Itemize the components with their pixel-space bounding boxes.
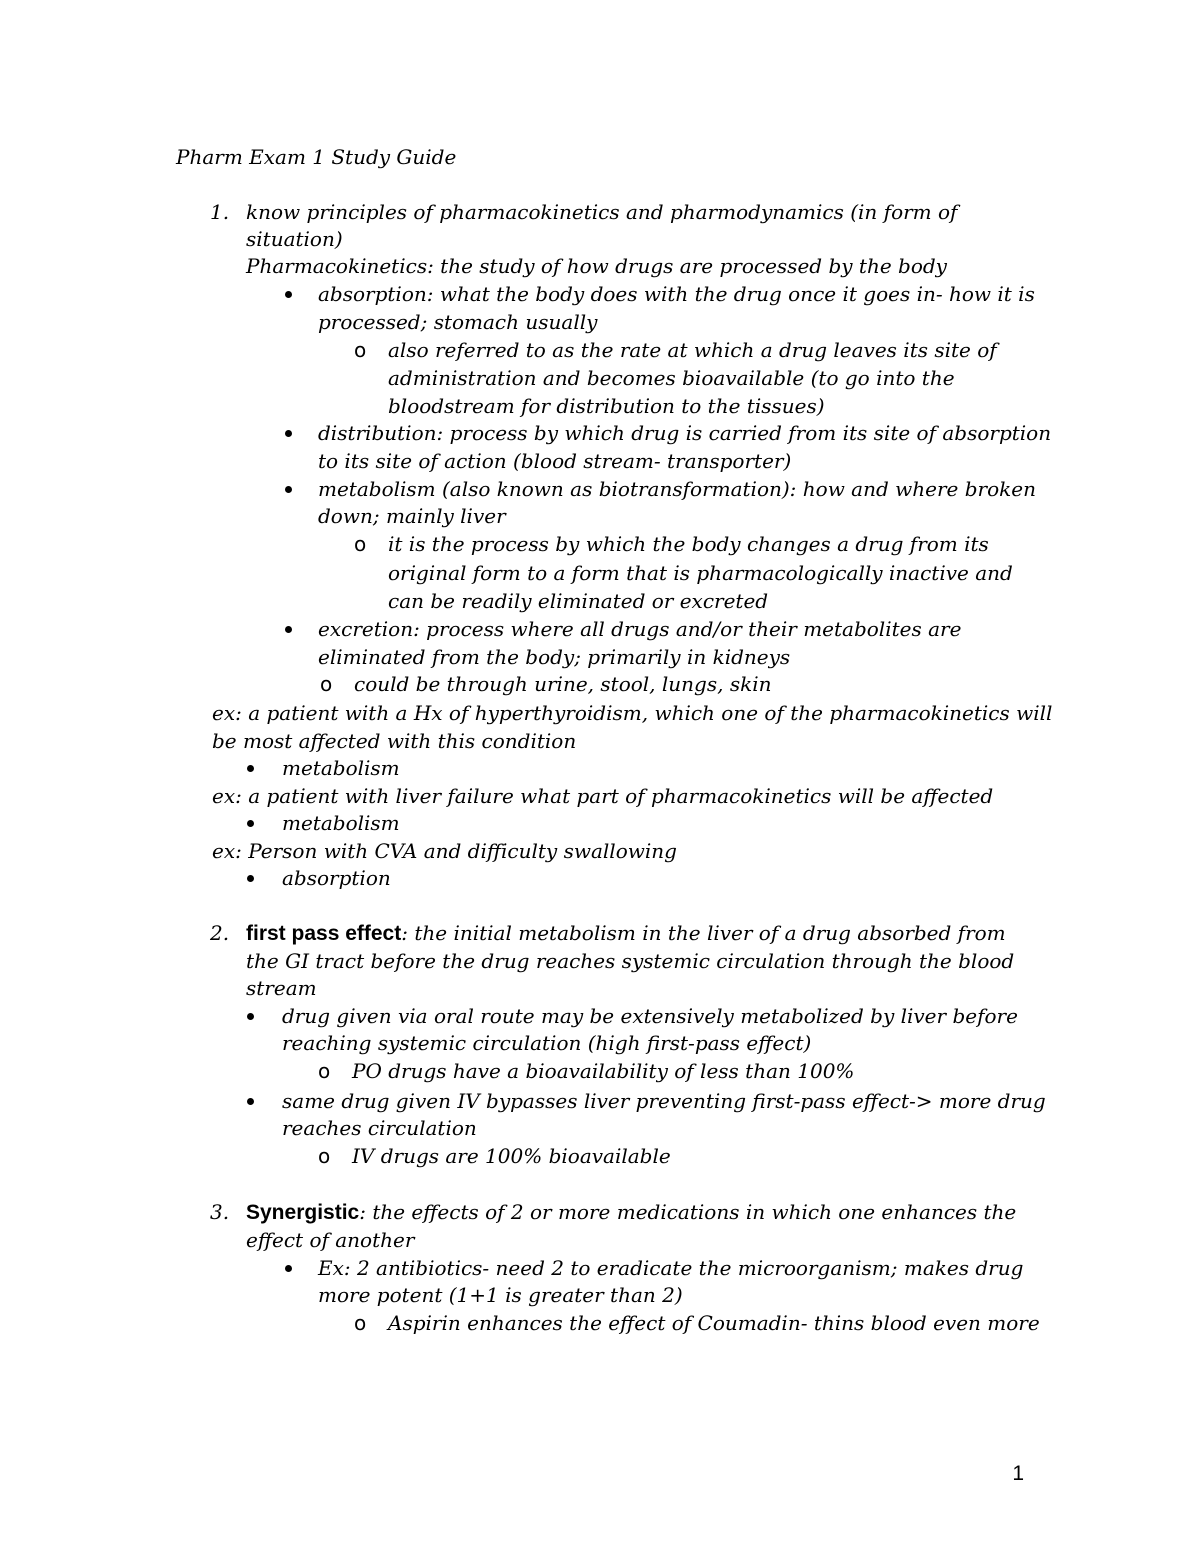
oral-route-text-cont: reaching systemic circulation (high first-pass effect) [282, 1031, 812, 1055]
circle-bullet-icon: o [318, 1059, 331, 1083]
item1-heading-cont: situation) [246, 227, 343, 251]
item2-definition-cont: the GI tract before the drug reaches systemic circulation through the blood [246, 949, 1015, 973]
circle-bullet-icon: o [320, 672, 333, 696]
example-1: ex: a patient with a Hx of hyperthyroidism, which one of the pharmacokinetics will [212, 701, 1053, 725]
bullet-icon [285, 626, 292, 633]
metabolism-text-cont: down; mainly liver [318, 504, 506, 528]
example-3-answer: absorption [282, 866, 391, 890]
item-number-1: 1. [210, 200, 230, 224]
excretion-text: excretion: process where all drugs and/or their metabolites are [318, 617, 962, 641]
example-1-cont: be most affected with this condition [212, 729, 577, 753]
example-1-answer: metabolism [282, 756, 400, 780]
oral-route-text: drug given via oral route may be extensively metabolized by liver before [282, 1004, 1018, 1028]
bullet-icon [247, 1013, 254, 1020]
bullet-icon [285, 486, 292, 493]
antibiotics-example-cont: more potent (1+1 is greater than 2) [318, 1283, 683, 1307]
metabolism-sub-text-cont: original form to a form that is pharmacologically inactive and [388, 561, 1013, 585]
antibiotics-example: Ex: 2 antibiotics- need 2 to eradicate the microorganism; makes drug [318, 1256, 1024, 1280]
excretion-sub-text: could be through urine, stool, lungs, skin [354, 672, 772, 696]
iv-route-text-cont: reaches circulation [282, 1116, 477, 1140]
example-2: ex: a patient with liver failure what part of pharmacokinetics will be affected [212, 784, 994, 808]
example-2-answer: metabolism [282, 811, 400, 835]
item3-definition [246, 1198, 1016, 1227]
first-pass-effect-term: first pass effect [246, 922, 402, 945]
example-3: ex: Person with CVA and difficulty swallowing [212, 839, 677, 863]
absorption-text-cont: processed; stomach usually [318, 310, 598, 334]
absorption-sub-text: also referred to as the rate at which a drug leaves its site of [388, 338, 997, 362]
circle-bullet-icon: o [354, 1311, 367, 1335]
po-drugs-text: PO drugs have a bioavailability of less than 100% [352, 1059, 855, 1083]
pharmacokinetics-definition: Pharmacokinetics: the study of how drugs are processed by the body [246, 254, 947, 278]
bullet-icon [247, 820, 254, 827]
item1-heading: know principles of pharmacokinetics and pharmodynamics (in form of [246, 200, 958, 224]
absorption-text: absorption: what the body does with the drug once it goes in- how it is [318, 282, 1035, 306]
bullet-icon [285, 291, 292, 298]
document-title: Pharm Exam 1 Study Guide [176, 145, 457, 169]
bullet-icon [285, 1265, 292, 1272]
item2-definition [246, 919, 1006, 948]
circle-bullet-icon: o [318, 1144, 331, 1168]
circle-bullet-icon: o [354, 532, 367, 556]
distribution-text-cont: to its site of action (blood stream- transporter) [318, 449, 792, 473]
page-number: 1 [1012, 1462, 1024, 1485]
distribution-text: distribution: process by which drug is carried from its site of absorption [318, 421, 1052, 445]
absorption-sub-text-cont: bloodstream for distribution to the tissues) [388, 394, 825, 418]
iv-drugs-text: IV drugs are 100% bioavailable [352, 1144, 671, 1168]
metabolism-sub-text-cont: can be readily eliminated or excreted [388, 589, 769, 613]
metabolism-sub-text: it is the process by which the body changes a drug from its [388, 532, 989, 556]
first-pass-effect-definition: : the initial metabolism in the liver of a drug absorbed from [401, 921, 1006, 945]
iv-route-text: same drug given IV bypasses liver preventing first-pass effect-> more drug [282, 1089, 1046, 1113]
bullet-icon [247, 1098, 254, 1105]
excretion-text-cont: eliminated from the body; primarily in kidneys [318, 645, 791, 669]
item-number-3: 3. [210, 1200, 230, 1224]
absorption-sub-text-cont: administration and becomes bioavailable (to go into the [388, 366, 955, 390]
item-number-2: 2. [210, 921, 230, 945]
item3-definition-cont: effect of another [246, 1228, 415, 1252]
bullet-icon [247, 875, 254, 882]
synergistic-definition: : the effects of 2 or more medications in which one enhances the [359, 1200, 1017, 1224]
item2-definition-cont: stream [246, 976, 317, 1000]
metabolism-text: metabolism (also known as biotransformation): how and where broken [318, 477, 1036, 501]
bullet-icon [247, 765, 254, 772]
bullet-icon [285, 430, 292, 437]
circle-bullet-icon: o [354, 338, 367, 362]
aspirin-example: Aspirin enhances the effect of Coumadin- thins blood even more [388, 1311, 1040, 1335]
synergistic-term: Synergistic [246, 1201, 360, 1224]
